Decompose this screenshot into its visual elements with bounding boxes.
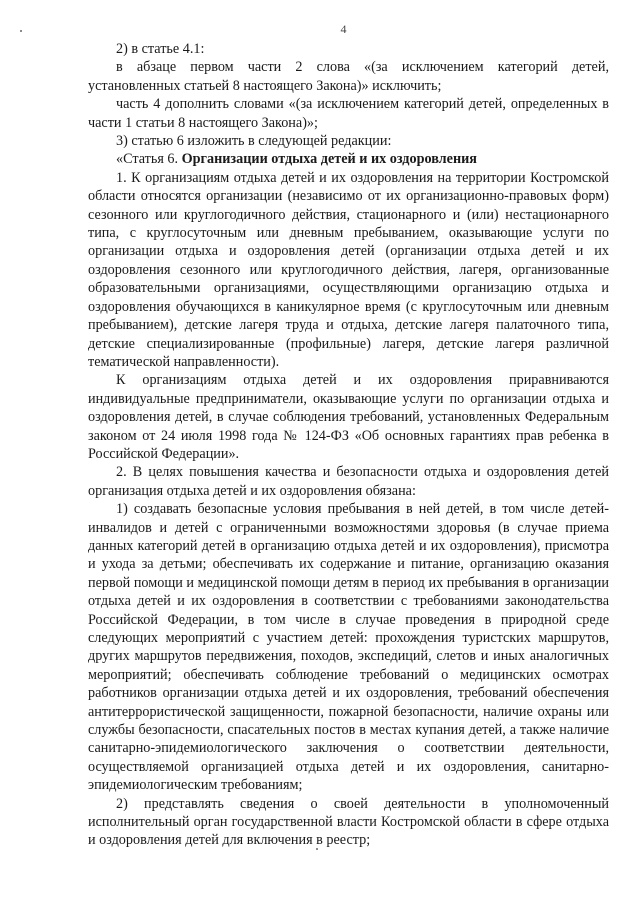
paragraph-article-6-part-2-item-1: 1) создавать безопасные условия пребывания в ней детей, в том числе детей-инвалидов и детей с ограниченными возможностями здоровья (в случае приема данных категорий детей в организацию отдыха детей и их оздоровления), присмотра и ухода за детьми; обеспечивать их содержание и питание, организацию оказания первой помощи и медицинской помощи детям в период их пребывания в организации отдыха детей и их оздоровления в соответствии с требованиями законодательства Российской Федерации, в том числе в случае проведения в природной среде следующих мероприятий с участием детей: прохождения туристских маршрутов, других маршрутов передвижения, походов, экспедиций, слетов и иных аналогичных мероприятий; обеспечивать соблюдение требований о медицинских осмотрах работников организации отдыха детей и их оздоровления, требований обеспечения антитеррористической защищенности, пожарной безопасности, наличие охраны или службы безопасности, спасательных постов в местах купания детей, а также наличие санитарно-эпидемиологического заключения о соответствии деятельности, осуществляемой организацией отдыха детей и их оздоровления, санитарно-эпидемиологическим требованиям; <box>88 501 609 794</box>
scan-speck <box>316 848 318 850</box>
paragraph-article-6-intro: 3) статью 6 изложить в следующей редакции: <box>116 133 392 150</box>
paragraph-part-2-amendment: в абзаце первом части 2 слова «(за исключением категорий детей, установленных статьей 8 настоящего Закона)» исключить; <box>88 59 609 94</box>
page-number: 4 <box>340 22 347 36</box>
paragraph-article-6-part-2: 2. В целях повышения качества и безопасности отдыха и оздоровления детей организация отдыха детей и их оздоровления обязана: <box>88 464 609 499</box>
paragraph-part-4-amendment: часть 4 дополнить словами «(за исключением категорий детей, определенных в части 1 статьи 8 настоящего Закона)»; <box>88 96 609 131</box>
paragraph-article-6-part-2-item-2: 2) представлять сведения о своей деятельности в уполномоченный исполнительный орган государственной власти Костромской области в сфере отдыха и оздоровления детей для включения в реестр; <box>88 795 609 849</box>
paragraph-article-6-part-1-entrepreneurs: К организациям отдыха детей и их оздоровления приравниваются индивидуальные предприниматели, оказывающие услуги по организации отдыха и оздоровления детей, в случае соблюдения требований, установленных Федеральным законом от 24 июля 1998 года № 124-ФЗ «Об основных гарантиях прав ребенка в Российской Федерации». <box>88 372 609 462</box>
paragraph-article-4-1-intro: 2) в статье 4.1: <box>116 41 205 57</box>
document-body <box>88 40 609 850</box>
scan-speck <box>20 30 22 32</box>
article-6-heading-prefix: «Статья 6. <box>116 151 182 168</box>
paragraph-article-6-part-1: 1. К организациям отдыха детей и их оздоровления на территории Костромской области относятся организации (независимо от их организационно-правовых форм) сезонного или круглогодичного действия, стационарного и (или) нестационарного типа, с круглосуточным или дневным пребыванием, оказывающие услуги по организации отдыха и оздоровления детей (организации отдыха детей и их оздоровления сезонного или круглогодичного действия, лагеря, организованные образовательными организациями, осуществляющими организацию отдыха и оздоровления обучающихся в каникулярное время (с круглосуточным или дневным пребыванием), детские лагеря труда и отдыха, детские лагеря палаточного типа, детские специализированные (профильные) лагеря, детские лагеря различной тематической направленности). <box>88 169 609 370</box>
article-6-heading-title: Организации отдыха детей и их оздоровления <box>181 151 477 168</box>
article-6-heading <box>88 150 609 168</box>
